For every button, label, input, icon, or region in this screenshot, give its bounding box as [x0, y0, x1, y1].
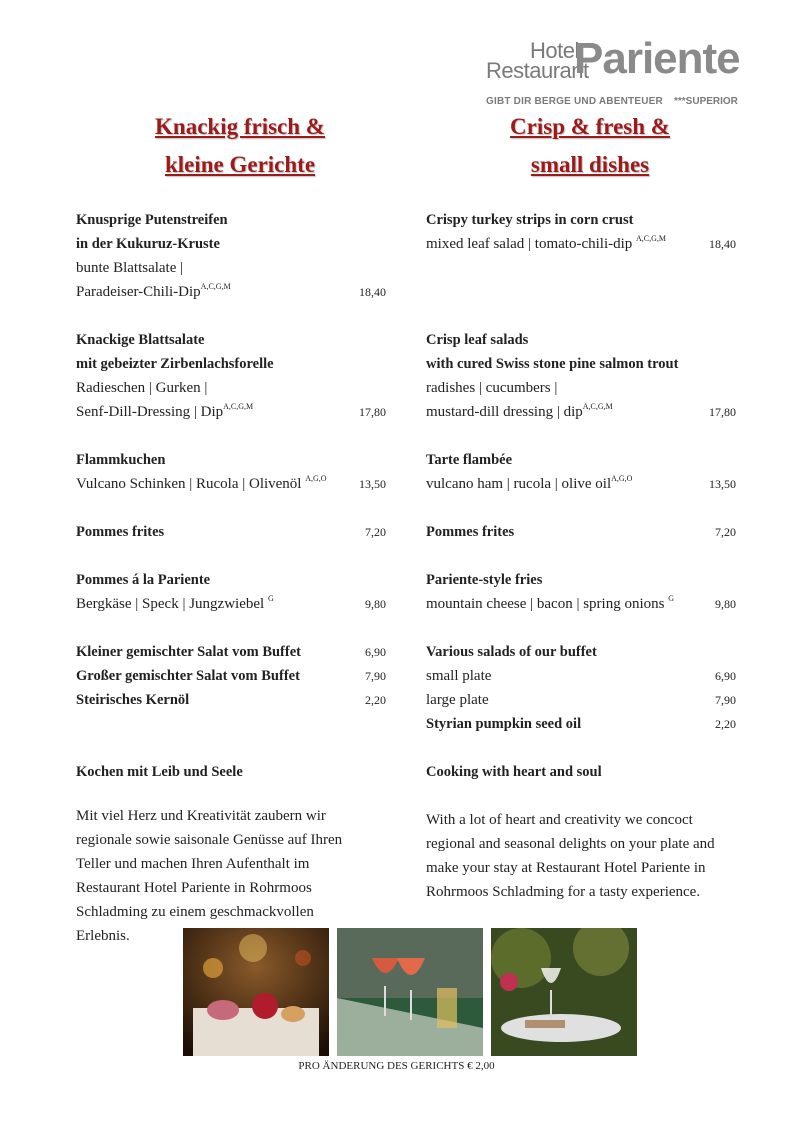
item-price: 17,80: [359, 405, 386, 419]
dessert-photo: [183, 928, 329, 1056]
drinks-photo: [337, 928, 483, 1056]
item-price: 18,40: [709, 237, 736, 251]
item-desc: vulcano ham | rucola | olive oil: [426, 476, 612, 492]
allergens: A,C,G,M: [223, 402, 254, 411]
hotel-logo: [486, 34, 740, 110]
item-price: 7,90: [365, 669, 386, 683]
logo-hotel-text: Hotel: [530, 38, 579, 63]
item-desc-line: [426, 592, 736, 616]
item-price: 9,80: [365, 597, 386, 611]
item-title: with cured Swiss stone pine salmon trout: [426, 356, 679, 372]
item-title: Pommes frites: [76, 524, 165, 540]
item-desc-line: [426, 664, 736, 688]
item-title: Crispy turkey strips in corn crust: [426, 212, 634, 228]
item-title: mit gebeizter Zirbenlachsforelle: [76, 356, 274, 372]
item-desc: Paradeiser-Chili-Dip: [76, 284, 201, 300]
item-desc: Radieschen | Gurken |: [76, 380, 208, 396]
item-title: Pommes á la Pariente: [76, 572, 211, 588]
about-title: Kochen mit Leib und Seele: [76, 764, 243, 780]
allergens: G: [668, 594, 674, 603]
item-title-line: [76, 688, 386, 712]
item-price: 17,80: [709, 405, 736, 419]
menu-column-de: [76, 208, 386, 784]
heading-en-line1: Crisp & fresh &: [510, 114, 670, 139]
item-desc: radishes | cucumbers |: [426, 380, 558, 396]
logo-restaurant-text: Restaurant: [486, 58, 589, 83]
wine-photo: [491, 928, 637, 1056]
item-title-line: [76, 664, 386, 688]
allergens: A,G,O: [305, 474, 327, 483]
item-desc-line: [76, 592, 386, 616]
item-price: 18,40: [359, 285, 386, 299]
item-price: 2,20: [365, 693, 386, 707]
item-title: Knackige Blattsalate: [76, 332, 205, 348]
item-desc: mustard-dill dressing | dip: [426, 404, 583, 420]
item-desc-line: [426, 472, 736, 496]
item-title-line: [76, 520, 386, 544]
about-line: Restaurant Hotel Pariente in Rohrmoos: [76, 880, 312, 896]
item-desc: Bergkäse | Speck | Jungzwiebel: [76, 596, 268, 612]
about-line: regional and seasonal delights on your plate and: [426, 836, 715, 852]
about-line: make your stay at Restaurant Hotel Pariente in: [426, 860, 706, 876]
menu-column-en: [426, 208, 736, 784]
logo-pariente-text: Pariente: [574, 34, 740, 83]
item-desc: mountain cheese | bacon | spring onions: [426, 596, 669, 612]
item-title: Pariente-style fries: [426, 572, 543, 588]
about-line: Schladming zu einem geschmackvollen: [76, 904, 314, 920]
item-title: Tarte flambée: [426, 452, 513, 468]
item-title: Großer gemischter Salat vom Buffet: [76, 668, 300, 684]
item-price: 6,90: [715, 669, 736, 683]
item-desc: Vulcano Schinken | Rucola | Olivenöl: [76, 476, 306, 492]
about-line: Rohrmoos Schladming for a tasty experience.: [426, 884, 701, 900]
item-desc: Senf-Dill-Dressing | Dip: [76, 404, 224, 420]
item-price: 7,20: [365, 525, 386, 539]
heading-en-line2: small dishes: [530, 152, 650, 177]
item-title: Knusprige Putenstreifen: [76, 212, 228, 228]
item-title: Kleiner gemischter Salat vom Buffet: [76, 644, 301, 660]
allergens: G: [267, 594, 274, 603]
item-price: 13,50: [359, 477, 386, 491]
about-line: Erlebnis.: [76, 928, 130, 944]
item-title: Styrian pumpkin seed oil: [426, 716, 582, 732]
item-title-line: [76, 640, 386, 664]
item-desc-line: [426, 688, 736, 712]
about-text-de: [76, 804, 386, 948]
allergens: A,G,O: [611, 474, 633, 483]
about-line: regionale sowie saisonale Genüsse auf Ihren: [76, 832, 343, 848]
item-desc-line: [76, 400, 386, 424]
about-title: Cooking with heart and soul: [426, 764, 602, 780]
allergens: A,C,G,M: [200, 282, 231, 291]
change-fee-note: PRO ÄNDERUNG DES GERICHTS € 2,00: [298, 1060, 495, 1072]
logo-tagline: GIBT DIR BERGE UND ABENTEUER: [486, 96, 663, 107]
item-desc: small plate: [426, 668, 492, 684]
item-title-line: [426, 520, 736, 544]
about-line: With a lot of heart and creativity we concoct: [426, 812, 693, 828]
heading-de-line2: kleine Gerichte: [164, 152, 316, 177]
item-desc: bunte Blattsalate |: [76, 260, 184, 276]
item-desc: large plate: [426, 692, 489, 708]
item-price: 2,20: [715, 717, 736, 731]
item-title: Various salads of our buffet: [426, 644, 597, 660]
item-title: Flammkuchen: [76, 452, 166, 468]
item-title: Steirisches Kernöl: [76, 692, 190, 708]
item-title: in der Kukuruz-Kruste: [76, 236, 220, 252]
heading-de-line1: Knackig frisch &: [155, 114, 325, 139]
heading-en: [440, 108, 740, 184]
allergens: A,C,G,M: [582, 402, 613, 411]
item-desc-line: [76, 280, 386, 304]
allergens: A,C,G,M: [636, 234, 667, 243]
item-title: Crisp leaf salads: [426, 332, 529, 348]
item-desc-line: [426, 232, 736, 256]
item-price: 7,90: [715, 693, 736, 707]
item-price: 13,50: [709, 477, 736, 491]
item-price: 6,90: [365, 645, 386, 659]
item-desc: mixed leaf salad | tomato-chili-dip: [426, 236, 637, 252]
item-desc-line: [426, 400, 736, 424]
about-text-en: [426, 808, 746, 904]
item-desc-line: [76, 472, 386, 496]
about-line: Teller und machen Ihren Aufenthalt im: [76, 856, 310, 872]
heading-de: [90, 108, 390, 184]
logo-superior: ***SUPERIOR: [674, 96, 738, 107]
about-line: Mit viel Herz und Kreativität zaubern wir: [76, 808, 326, 824]
item-title-line: [426, 712, 736, 736]
item-price: 7,20: [715, 525, 736, 539]
item-price: 9,80: [715, 597, 736, 611]
item-title: Pommes frites: [426, 524, 515, 540]
